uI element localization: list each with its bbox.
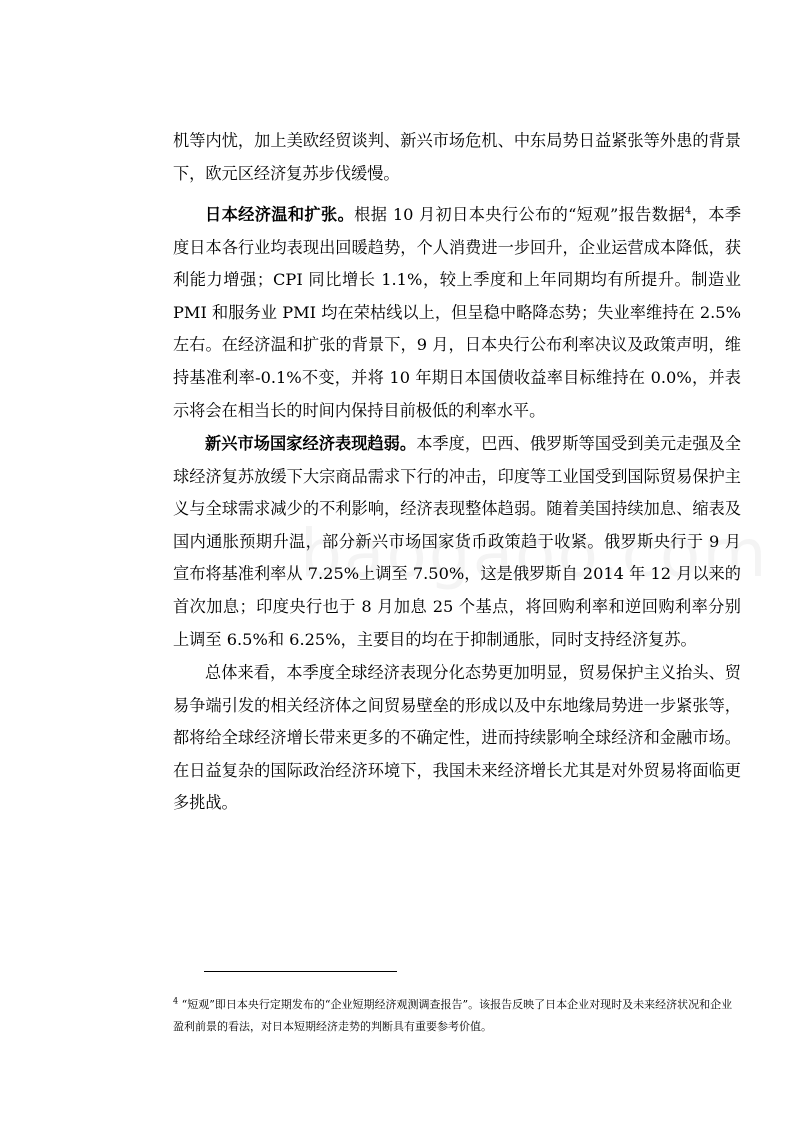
paragraph-japan [173, 199, 741, 427]
heading-emerging-markets: 新兴市场国家经济表现趋弱。 [205, 434, 417, 453]
footnote-divider [204, 971, 397, 972]
footnote-mark: 4 [173, 996, 179, 1006]
heading-japan: 日本经济温和扩张。 [205, 205, 355, 224]
footnote [173, 994, 741, 1038]
paragraph-japan-text-b: ，本季度日本各行业均表现出回暖趋势，个人消费进一步回升，企业运营成本降低，获利能力增强；CPI 同比增长 1.1%，较上季度和上年同期均有所提升。制造业 PMI 和服务业 PMI 均在荣枯线以上，但呈稳中略降态势；失业率维持在 2.5%左右。在经济温和扩张的背景下，9 月，日本央行公布利率决议及政策声明，维持基准利率-0.1%不变，并将 10 年期日本国债收益率目标维持在 0.0%，并表示将会在相当长的时间内保持目前极低的利率水平。 [173, 205, 742, 420]
paragraph-emerging-markets-text: 本季度，巴西、俄罗斯等国受到美元走强及全球经济复苏放缓下大宗商品需求下行的冲击，印度等工业国受到国际贸易保护主义与全球需求减少的不利影响，经济表现整体趋弱。随着美国持续加息、缩表及国内通胀预期升温，部分新兴市场国家货币政策趋于收紧。俄罗斯央行于 9 月宣布将基准利率从 7.25%上调至 7.50%，这是俄罗斯自 2014 年 12 月以来的首次加息；印度央行也于 8 月加息 25 个基点，将回购利率和逆回购利率分别上调至 6.5%和 6.25%，主要目的均在于抑制通胀，同时支持经济复苏。 [173, 434, 742, 649]
footnote-reference[interactable]: 4 [684, 205, 692, 217]
paragraph-japan-text-a: 根据 10 月初日本央行公布的“短观”报告数据 [354, 205, 685, 224]
paragraph-emerging-markets [173, 428, 741, 656]
paragraph-eurozone-continued: 机等内忧，加上美欧经贸谈判、新兴市场危机、中东局势日益紧张等外患的背景下，欧元区经济复苏步伐缓慢。 [173, 131, 741, 183]
footnote-text: “短观”即日本央行定期发布的“企业短期经济观测调查报告”。该报告反映了日本企业对现时及未来经济状况和企业盈利前景的看法，对日本短期经济走势的判断具有重要参考价值。 [173, 998, 733, 1033]
paragraph-summary: 总体来看，本季度全球经济表现分化态势更加明显，贸易保护主义抬头、贸易争端引发的相关经济体之间贸易壁垒的形成以及中东地缘局势进一步紧张等，都将给全球经济增长带来更多的不确定性，进而持续影响全球经济和金融市场。在日益复杂的国际政治经济环境下，我国未来经济增长尤其是对外贸易将面临更多挑战。 [173, 663, 741, 813]
